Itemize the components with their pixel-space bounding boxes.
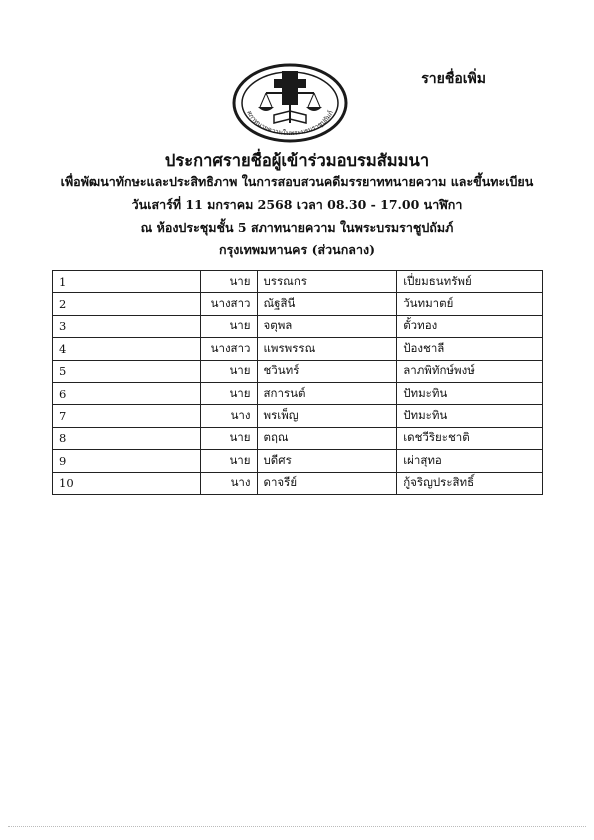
last-name: ปัทมะทิน bbox=[397, 405, 543, 427]
purpose-line: เพื่อพัฒนาทักษะและประสิทธิภาพ ในการสอบสวนคดีมรรยาททนายความ และขึ้นทะเบียน bbox=[60, 174, 534, 189]
table-row bbox=[53, 271, 543, 293]
first-name: พรเพ็ญ bbox=[257, 405, 397, 427]
first-name: ตฤณ bbox=[257, 427, 397, 449]
table-row bbox=[53, 427, 543, 449]
name-title: นาย bbox=[200, 315, 257, 337]
first-name: ณัฐสินี bbox=[257, 293, 397, 315]
table-row bbox=[53, 472, 543, 494]
first-name: บรรณกร bbox=[257, 271, 397, 293]
last-name: ป้องชาลี bbox=[397, 338, 543, 360]
name-title: นาย bbox=[200, 271, 257, 293]
last-name: ลาภพิทักษ์พงษ์ bbox=[397, 360, 543, 382]
additional-list-tag: รายชื่อเพิ่ม bbox=[421, 71, 486, 87]
row-number: 6 bbox=[53, 382, 201, 404]
row-number: 9 bbox=[53, 450, 201, 472]
row-number: 4 bbox=[53, 338, 201, 360]
row-number: 10 bbox=[53, 472, 201, 494]
announcement-header bbox=[0, 150, 594, 260]
table-row bbox=[53, 405, 543, 427]
first-name: แพรพรรณ bbox=[257, 338, 397, 360]
last-name: วันทมาตย์ bbox=[397, 293, 543, 315]
name-title: นาย bbox=[200, 382, 257, 404]
first-name: ชวินทร์ bbox=[257, 360, 397, 382]
name-title: นาย bbox=[200, 427, 257, 449]
first-name: สการนต์ bbox=[257, 382, 397, 404]
last-name: เดชวีริยะชาติ bbox=[397, 427, 543, 449]
lawyers-council-seal-icon bbox=[230, 63, 350, 143]
participant-table-body bbox=[53, 271, 543, 495]
first-name: บดีศร bbox=[257, 450, 397, 472]
last-name: กู้จริญประสิทธิ์ bbox=[397, 472, 543, 494]
date-time-line: วันเสาร์ที่ 11 มกราคม 2568 เวลา 08.30 - 17.00 นาฬิกา bbox=[131, 197, 463, 212]
row-number: 2 bbox=[53, 293, 201, 315]
last-name: ตั้วทอง bbox=[397, 315, 543, 337]
name-title: นางสาว bbox=[200, 293, 257, 315]
name-title: นาง bbox=[200, 405, 257, 427]
name-title: นาย bbox=[200, 450, 257, 472]
table-row bbox=[53, 382, 543, 404]
participant-table bbox=[52, 270, 543, 495]
last-name: ปัทมะทิน bbox=[397, 382, 543, 404]
first-name: จตุพล bbox=[257, 315, 397, 337]
row-number: 8 bbox=[53, 427, 201, 449]
table-row bbox=[53, 338, 543, 360]
table-row bbox=[53, 293, 543, 315]
first-name: ดาจรีย์ bbox=[257, 472, 397, 494]
last-name: เปี่ยมธนทรัพย์ bbox=[397, 271, 543, 293]
name-title: นางสาว bbox=[200, 338, 257, 360]
page-title: ประกาศรายชื่อผู้เข้าร่วมอบรมสัมมนา bbox=[164, 151, 430, 170]
row-number: 5 bbox=[53, 360, 201, 382]
row-number: 3 bbox=[53, 315, 201, 337]
table-row bbox=[53, 360, 543, 382]
row-number: 1 bbox=[53, 271, 201, 293]
table-row bbox=[53, 450, 543, 472]
page-edge-divider bbox=[8, 826, 586, 827]
name-title: นาง bbox=[200, 472, 257, 494]
table-row bbox=[53, 315, 543, 337]
last-name: เผ่าสุทอ bbox=[397, 450, 543, 472]
venue-line: ณ ห้องประชุมชั้น 5 สภาทนายความ ในพระบรมราชูปถัมภ์ bbox=[140, 220, 454, 235]
name-title: นาย bbox=[200, 360, 257, 382]
row-number: 7 bbox=[53, 405, 201, 427]
location-line: กรุงเทพมหานคร (ส่วนกลาง) bbox=[219, 242, 375, 257]
seal-text: สภาทนายความในพระบรมราชูปถัมภ์ bbox=[245, 109, 335, 138]
